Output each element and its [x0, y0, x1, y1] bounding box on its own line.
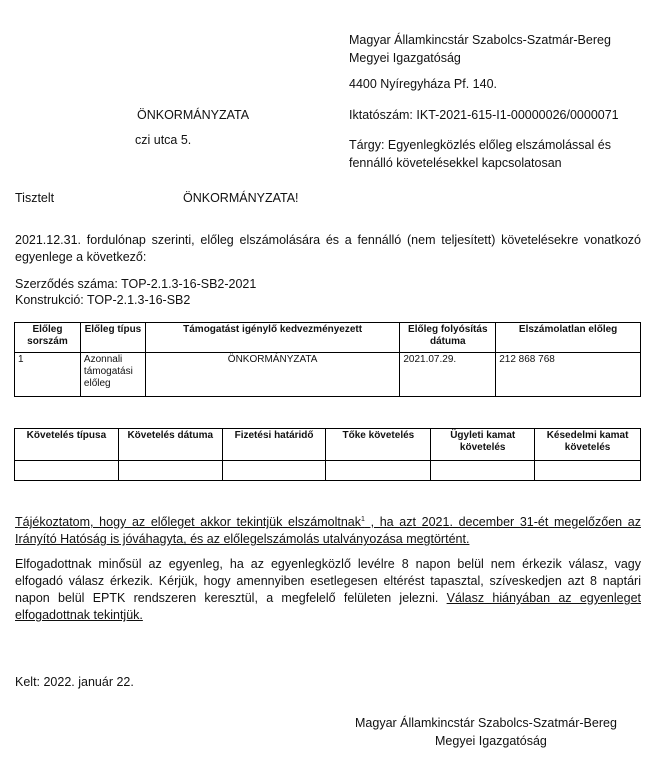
salutation-name: ÖNKORMÁNYZATA!	[183, 191, 299, 205]
claims-header-deadline: Fizetési határidő	[222, 429, 326, 461]
recipient-name: ÖNKORMÁNYZATA	[137, 108, 250, 122]
table-row	[15, 353, 641, 397]
claims-cell	[535, 461, 641, 481]
advance-table	[14, 322, 641, 397]
acceptance-text: Elfogadottnak minősül az egyenleg, ha az egyenlegközlő levélre 8 napon belül nem érkezik válasz, vagy elfogadó válasz érkezik. Kérjük, hogy amennyiben esetlegesen eltérést tapasztal, szíveskedjen azt 8 naptári napon belül EPTK rendszeren keresztül, a megfelelő felületen jelezni.	[15, 557, 641, 605]
subject-line1: Tárgy: Egyenlegközlés előleg elszámolással és	[349, 138, 611, 152]
advance-header-amount: Elszámolatlan előleg	[496, 323, 641, 353]
claims-header-type: Követelés típusa	[15, 429, 119, 461]
advance-header-beneficiary: Támogatást igénylő kedvezményezett	[145, 323, 399, 353]
table-row	[15, 461, 641, 481]
signature-line1: Magyar Államkincstár Szabolcs-Szatmár-Bereg	[355, 716, 617, 730]
notice-text-continued: , ha azt 2021. december 31-ét megelőzően az Irányító Hatóság is jóváhagyta, és az előlegelszámolás utalványozása megtörtént.	[15, 515, 641, 547]
intro-paragraph: 2021.12.31. fordulónap szerinti, előleg elszámolására és a fennálló (nem teljesített) követelésekre vonatkozó egyenlege a következő:	[15, 233, 641, 264]
claims-cell	[222, 461, 326, 481]
claims-header-principal: Tőke követelés	[326, 429, 431, 461]
notice-paragraph	[15, 511, 641, 548]
advance-header-type: Előleg típus	[80, 323, 145, 353]
advance-header-number: Előleg sorszám	[15, 323, 81, 353]
claims-cell	[326, 461, 431, 481]
advance-cell-date: 2021.07.29.	[400, 353, 496, 397]
sender-name-line1: Magyar Államkincstár Szabolcs-Szatmár-Bereg	[349, 33, 611, 47]
claims-cell	[15, 461, 119, 481]
file-number: Iktatószám: IKT-2021-615-I1-00000026/0000071	[349, 108, 619, 122]
advance-cell-type: Azonnali támogatási előleg	[80, 353, 145, 397]
date-line: Kelt: 2022. január 22.	[15, 675, 134, 689]
advance-header-date: Előleg folyósítás dátuma	[400, 323, 496, 353]
footnote-marker: 1	[361, 516, 365, 523]
recipient-address: czi utca 5.	[135, 133, 192, 147]
sender-name-line2: Megyei Igazgatóság	[349, 51, 461, 65]
acceptance-underlined: Válasz hiányában az egyenleget elfogadottnak tekintjük.	[15, 591, 641, 622]
notice-text: Tájékoztatom, hogy az előleget akkor tekintjük elszámoltnak	[15, 515, 361, 530]
claims-header-late-interest: Késedelmi kamat követelés	[535, 429, 641, 461]
acceptance-paragraph	[15, 556, 641, 624]
claims-header-interest: Ügyleti kamat követelés	[431, 429, 535, 461]
contract-construction: Konstrukció: TOP-2.1.3-16-SB2	[15, 293, 191, 307]
claims-header-date: Követelés dátuma	[118, 429, 222, 461]
advance-cell-number: 1	[15, 353, 81, 397]
claims-table	[14, 428, 641, 481]
contract-number: Szerződés száma: TOP-2.1.3-16-SB2-2021	[15, 277, 257, 291]
advance-cell-amount: 212 868 768	[496, 353, 641, 397]
sender-address: 4400 Nyíregyháza Pf. 140.	[349, 77, 498, 91]
signature-line2: Megyei Igazgatóság	[435, 734, 547, 748]
subject-line2: fennálló követelésekkel kapcsolatosan	[349, 156, 562, 170]
claims-cell	[118, 461, 222, 481]
claims-cell	[431, 461, 535, 481]
salutation-greeting: Tisztelt	[15, 191, 55, 205]
advance-cell-beneficiary: ÖNKORMÁNYZATA	[145, 353, 399, 397]
